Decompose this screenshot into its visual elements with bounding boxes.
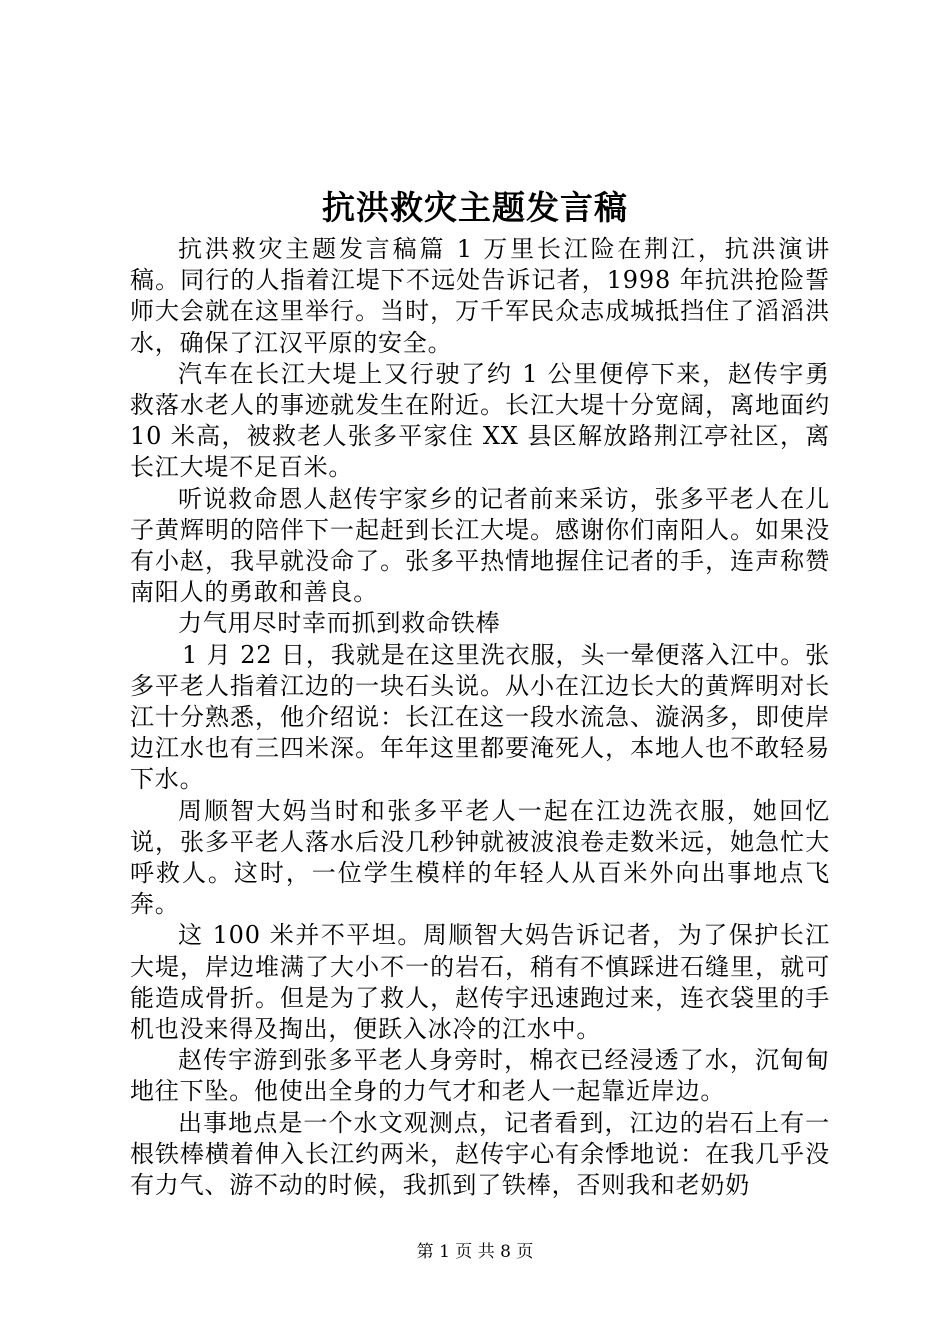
- section-subheading: 力气用尽时幸而抓到救命铁棒: [178, 609, 501, 638]
- page-number-footer: 第 1 页 共 8 页: [416, 1242, 534, 1262]
- document-body: [130, 234, 830, 1201]
- paragraph-3: 听说救命恩人赵传宇家乡的记者前来采访，张多平老人在儿子黄辉明的陪伴下一起赶到长江大堤。感谢你们南阳人。如果没有小赵，我早就没命了。张多平热情地握住记者的手，连声称赞南阳人的勇敢和善良。: [130, 484, 830, 607]
- paragraph-5: 周顺智大妈当时和张多平老人一起在江边洗衣服，她回忆说，张多平老人落水后没几秒钟就被波浪卷走数米远，她急忙大呼救人。这时，一位学生模样的年轻人从百米外向出事地点飞奔。: [130, 796, 830, 919]
- paragraph-2: 汽车在长江大堤上又行驶了约 1 公里便停下来，赵传宇勇救落水老人的事迹就发生在附近。长江大堤十分宽阔，离地面约 10 米高，被救老人张多平家住 XX 县区解放路荆江亭社区，离长江大堤不足百米。: [130, 359, 830, 482]
- paragraph-4: 1 月 22 日，我就是在这里洗衣服，头一晕便落入江中。张多平老人指着江边的一块石头说。从小在江边长大的黄辉明对长江十分熟悉，他介绍说：长江在这一段水流急、漩涡多，即使岸边江水也有三四米深。年年这里都要淹死人，本地人也不敢轻易下水。: [130, 640, 830, 794]
- paragraph-7: 赵传宇游到张多平老人身旁时，棉衣已经浸透了水，沉甸甸地往下坠。他使出全身的力气才和老人一起靠近岸边。: [130, 1046, 830, 1106]
- paragraph-8: 出事地点是一个水文观测点，记者看到，江边的岩石上有一根铁棒横着伸入长江约两米，赵传宇心有余悸地说：在我几乎没有力气、游不动的时候，我抓到了铁棒，否则我和老奶奶: [130, 1108, 830, 1200]
- paragraph-6: 这 100 米并不平坦。周顺智大妈告诉记者，为了保护长江大堤，岸边堆满了大小不一的岩石，稍有不慎踩进石缝里，就可能造成骨折。但是为了救人，赵传宇迅速跑过来，连衣袋里的手机也没来得及掏出，便跃入冰冷的江水中。: [130, 921, 830, 1044]
- paragraph-1: 抗洪救灾主题发言稿篇 1 万里长江险在荆江，抗洪演讲稿。同行的人指着江堤下不远处告诉记者，1998 年抗洪抢险誓师大会就在这里举行。当时，万千军民众志成城抵挡住了滔滔洪水，确保了江汉平原的安全。: [130, 235, 830, 357]
- document-title: 抗洪救灾主题发言稿: [322, 188, 628, 227]
